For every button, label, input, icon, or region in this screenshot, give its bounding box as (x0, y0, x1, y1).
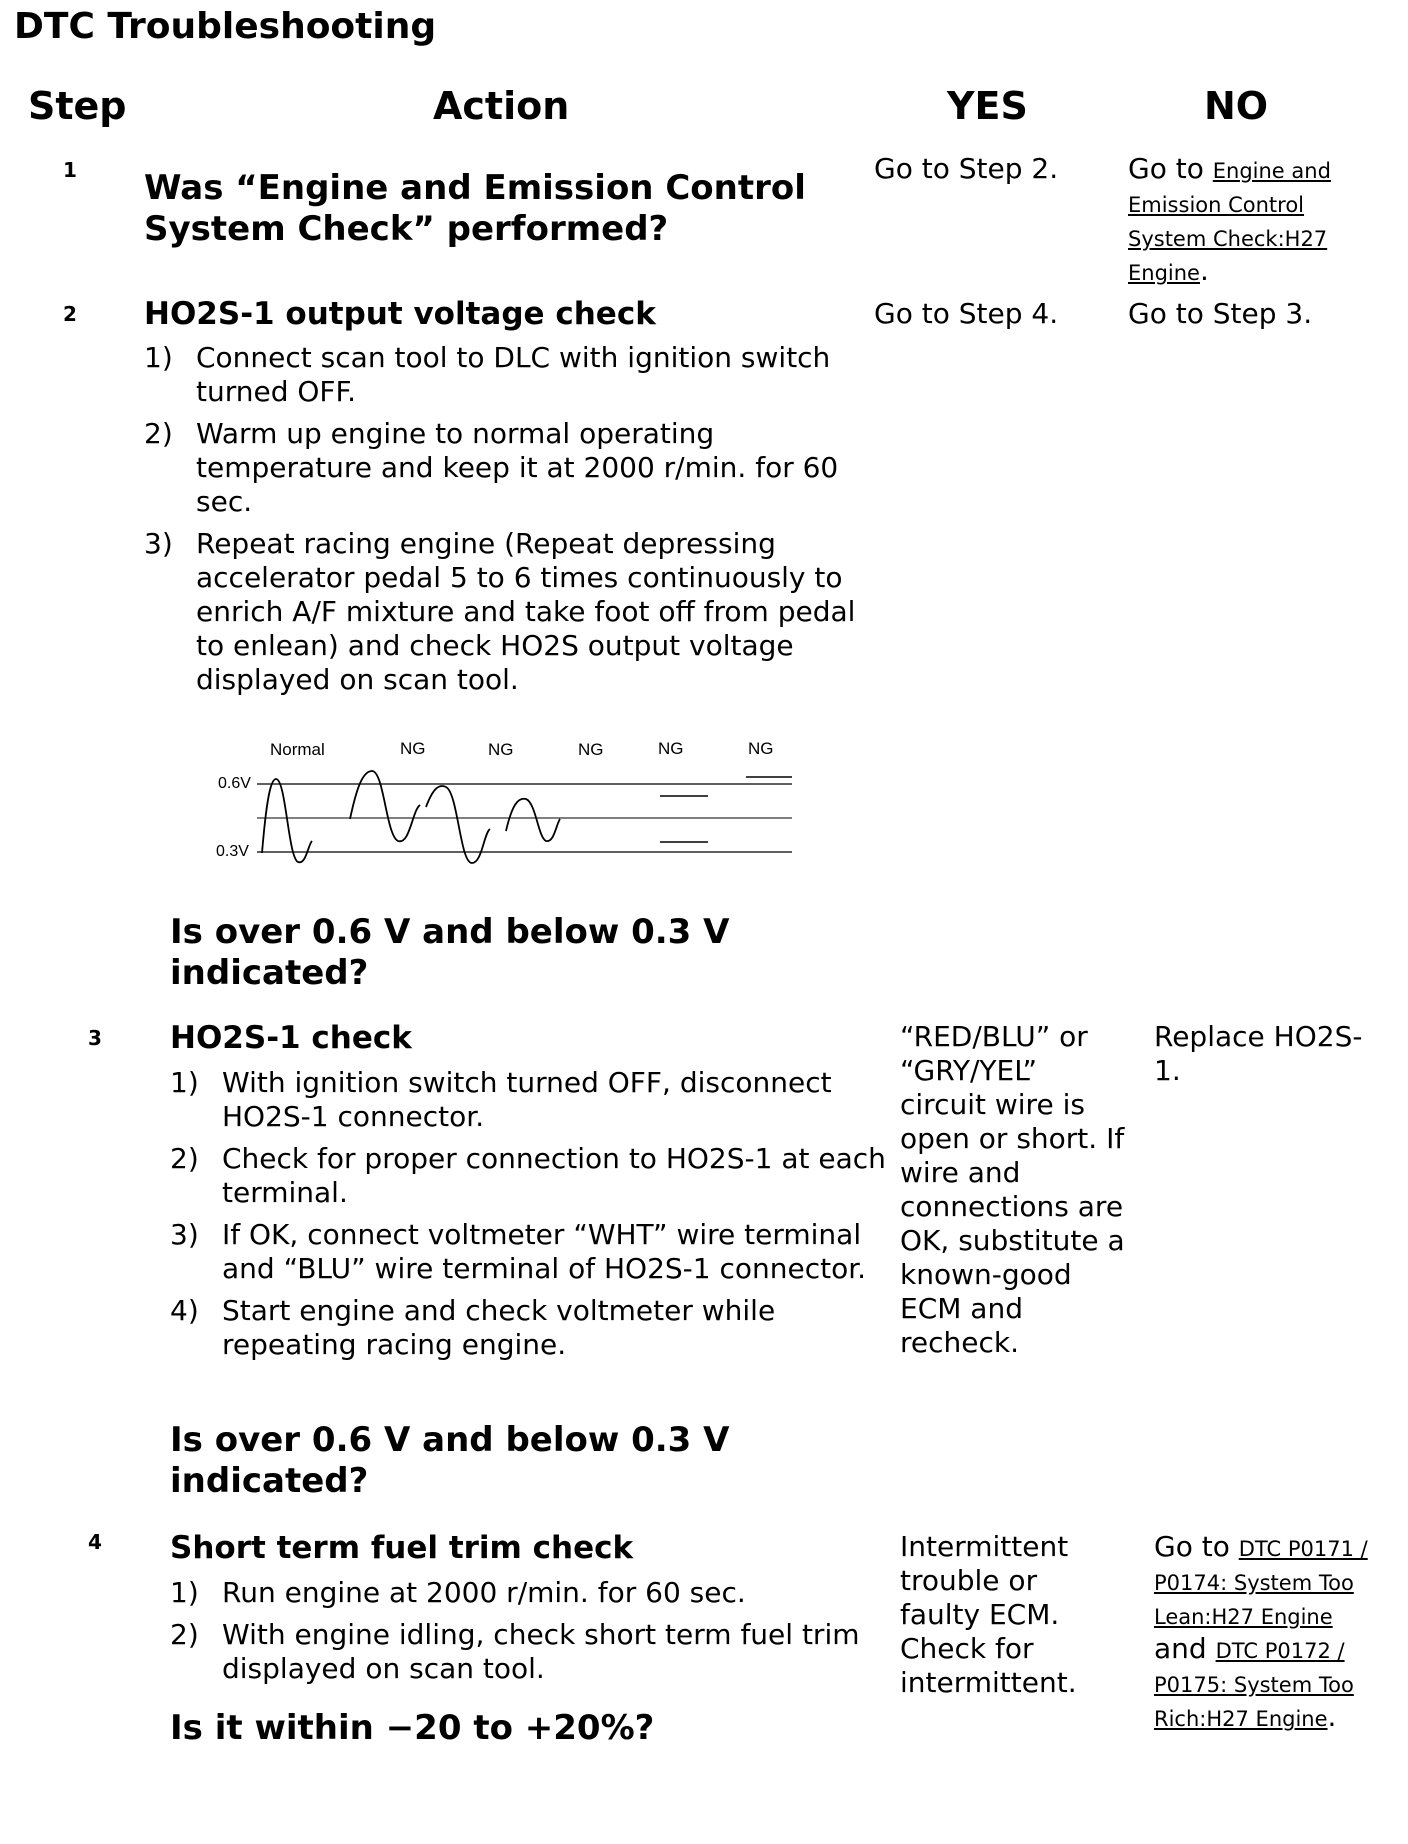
no-action (1154, 1530, 1384, 1734)
step-question: Is over 0.6 V and below 0.3 V indicated? (170, 1420, 730, 1501)
list-item: 3) If OK, connect voltmeter “WHT” wire terminal and “BLU” wire terminal of HO2S-1 connector. (170, 1218, 867, 1285)
page-title: DTC Troubleshooting (14, 6, 437, 47)
header-step: Step (28, 84, 127, 128)
header-no: NO (1204, 84, 1269, 128)
step-list (144, 341, 864, 705)
wave-ng-high (350, 771, 420, 841)
step-question: Was “Engine and Emission Control System Check” performed? (144, 168, 806, 249)
figure-label-ng: NG (578, 740, 604, 759)
no-action: Replace HO2S-1. (1154, 1020, 1363, 1087)
dtc-lean-link[interactable]: DTC P0171 / P0174: System Too Lean:H27 Engine (1154, 1537, 1368, 1629)
ho2s-waveform-figure (200, 735, 820, 875)
list-item: 2) Check for proper connection to HO2S-1 at each terminal. (170, 1142, 886, 1209)
step-question: Is over 0.6 V and below 0.3 V indicated? (170, 912, 730, 993)
header-action: Action (433, 84, 570, 128)
no-action (1128, 152, 1348, 288)
step-number: 3 (88, 1026, 102, 1050)
figure-v-low: 0.3V (216, 843, 249, 860)
list-item: 2) Warm up engine to normal operating temperature and keep it at 2000 r/min. for 60 sec. (144, 417, 839, 518)
list-item: 3) Repeat racing engine (Repeat depressing accelerator pedal 5 to 6 times continuously to enrich A/F mixture and take foot off from pedal to enlean) and check HO2S output voltage displayed on scan tool. (144, 527, 856, 696)
figure-label-ng: NG (488, 740, 514, 759)
figure-label-normal: Normal (270, 740, 325, 759)
step-number: 1 (63, 158, 77, 182)
step-heading: HO2S-1 check (170, 1020, 412, 1056)
yes-action: Go to Step 4. (874, 297, 1059, 330)
step-list (170, 1066, 890, 1370)
dtc-rich-link[interactable]: DTC P0172 / P0175: System Too Rich:H27 Engine (1154, 1639, 1354, 1731)
list-item: 2) With engine idling, check short term fuel trim displayed on scan tool. (170, 1618, 860, 1685)
figure-label-ng: NG (400, 739, 426, 758)
list-item: 4) Start engine and check voltmeter while repeating racing engine. (170, 1294, 776, 1361)
list-item: 1) Run engine at 2000 r/min. for 60 sec. (170, 1576, 746, 1609)
wave-normal (262, 779, 312, 862)
yes-action: Intermittent trouble or faulty ECM. Check for intermittent. (900, 1530, 1077, 1699)
yes-action: Go to Step 2. (874, 152, 1059, 185)
list-item: 1) Connect scan tool to DLC with ignition switch turned OFF. (144, 341, 831, 408)
figure-label-ng: NG (748, 739, 774, 758)
figure-v-high: 0.6V (218, 775, 251, 792)
header-yes: YES (947, 84, 1028, 128)
list-item: 1) With ignition switch turned OFF, disconnect HO2S-1 connector. (170, 1066, 832, 1133)
step-number: 4 (88, 1530, 102, 1554)
no-mid: and (1154, 1632, 1207, 1665)
step-number: 2 (63, 302, 77, 326)
no-prefix: Go to (1154, 1530, 1230, 1563)
step-heading: Short term fuel trim check (170, 1530, 634, 1566)
no-suffix: . (1327, 1700, 1337, 1733)
yes-action: “RED/BLU” or “GRY/YEL” circuit wire is open or short. If wire and connections are OK, substitute a known-good ECM and recheck. (900, 1020, 1125, 1359)
figure-label-ng: NG (658, 739, 684, 758)
step-question: Is it within −20 to +20%? (170, 1708, 655, 1748)
engine-check-link[interactable]: Engine and Emission Control System Check:H27 Engine (1128, 159, 1331, 285)
step-list (170, 1576, 890, 1694)
no-action: Go to Step 3. (1128, 297, 1313, 330)
wave-ng-small (506, 799, 560, 841)
no-prefix: Go to (1128, 152, 1204, 185)
step-heading: HO2S-1 output voltage check (144, 296, 656, 332)
no-suffix: . (1199, 254, 1209, 287)
